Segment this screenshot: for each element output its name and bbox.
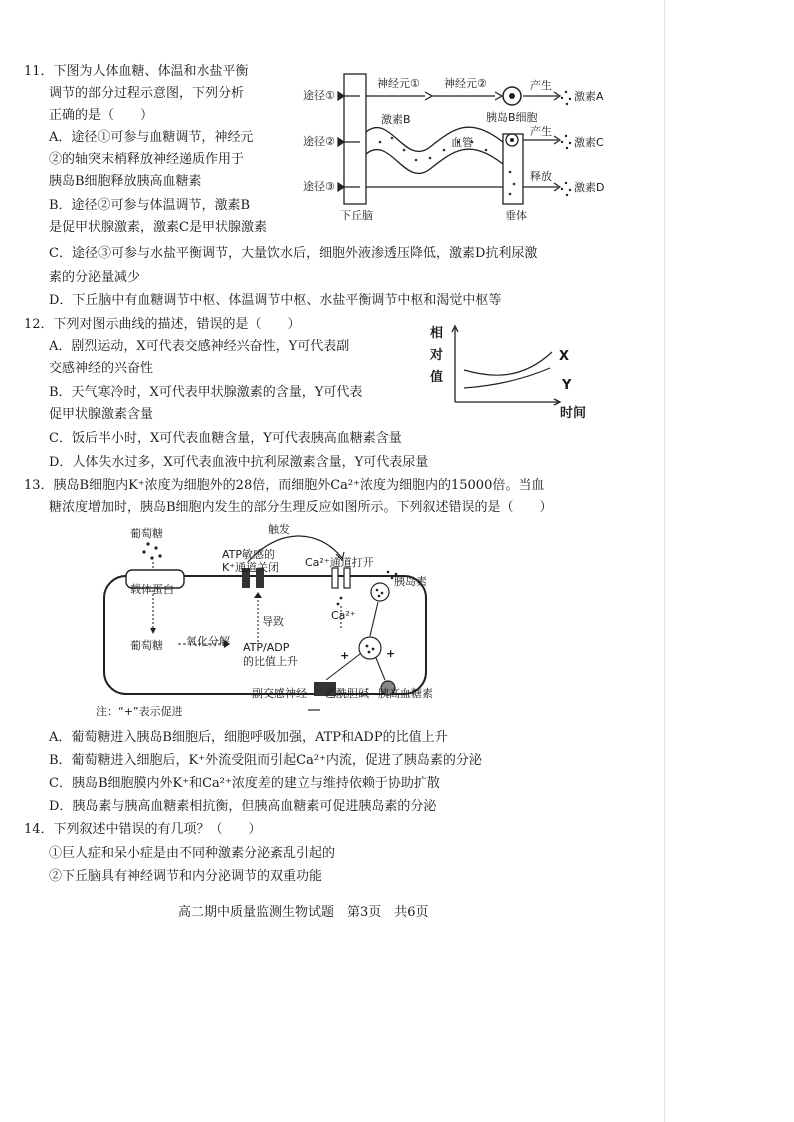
- label-insulin: 胰岛素: [394, 575, 427, 588]
- produce-arrow-a: [523, 92, 560, 100]
- label-ca-open: Ca²⁺通道打开: [305, 556, 374, 569]
- label-atp-ratio-2: 的比值上升: [243, 655, 298, 668]
- q12-stem: 12．下列对图示曲线的描述，错误的是（ ）: [24, 317, 301, 332]
- label-hormone-d: 激素D: [574, 181, 605, 194]
- q14-item-2: ②下丘脑具有神经调节和内分泌调节的双重功能: [49, 869, 323, 884]
- q13-option-c: C．胰岛B细胞膜内外K⁺和Ca²⁺浓度差的建立与维持依赖于协助扩散: [49, 776, 440, 791]
- label-hormone-a: 激素A: [574, 90, 604, 103]
- label-islet-b-cell: 胰岛B细胞: [486, 111, 538, 124]
- q13-diagram-note: 注：“+”表示促进: [96, 705, 183, 718]
- blood-vessel-upper: [366, 127, 503, 151]
- q12-ylabel-1: 相: [430, 326, 444, 341]
- q12-option-b-line2: 促甲状腺激素含量: [49, 407, 154, 422]
- label-plus-1: +: [340, 649, 350, 662]
- label-path-1: 途径①: [303, 89, 335, 102]
- hypothalamus-box: [344, 74, 366, 204]
- q12-ylabel-2: 对: [430, 348, 444, 363]
- q14-stem: 14．下列叙述中错误的有几项？（ ）: [24, 822, 262, 837]
- q11-option-b-line1: B．途径②可参与体温调节，激素B: [49, 198, 251, 213]
- label-glucagon: 胰高血糖素: [378, 687, 433, 700]
- pituitary-box: [503, 134, 523, 204]
- q12-option-b-line1: B．天气寒冷时，X可代表甲状腺激素的含量，Y可代表: [49, 385, 363, 400]
- label-atp-channel-1: ATP敏感的: [222, 548, 276, 561]
- label-produce-2: 产生: [530, 125, 552, 138]
- q12-option-d: D．人体失水过多，X可代表血液中抗利尿激素含量，Y可代表尿量: [49, 455, 429, 470]
- q12-xlabel: 时间: [560, 406, 587, 421]
- scan-edge-line: [664, 0, 665, 1122]
- label-atp-channel-2: K⁺通道关闭: [222, 561, 280, 574]
- curve-y: [464, 368, 550, 388]
- label-lead-to: 导致: [262, 615, 284, 628]
- label-atp-ratio-1: ATP/ADP: [243, 641, 290, 654]
- q13-option-d: D．胰岛素与胰高血糖素相抗衡，但胰高血糖素可促进胰岛素的分泌: [49, 799, 437, 814]
- q13-stem-line1: 13．胰岛B细胞内K⁺浓度为细胞外的28倍，而细胞外Ca²⁺浓度为细胞内的15000倍。当血: [24, 478, 545, 493]
- label-oxidation: 氧化分解: [186, 635, 230, 648]
- label-path-2: 途径②: [303, 135, 335, 148]
- q11-stem-line2: 调节的部分过程示意图，下列分析: [49, 86, 245, 101]
- q11-stem-line1: 11．下图为人体血糖、体温和水盐平衡: [24, 64, 249, 79]
- q12-option-a-line1: A．剧烈运动，X可代表交感神经兴奋性，Y可代表副: [49, 339, 350, 354]
- q13-stem-line2: 糖浓度增加时，胰岛B细胞内发生的部分生理反应如图所示。下列叙述错误的是（ ）: [49, 500, 553, 515]
- q13-option-b: B．葡萄糖进入细胞后，K⁺外流受阻而引起Ca²⁺内流，促进了胰岛素的分泌: [49, 753, 482, 768]
- label-release: 释放: [530, 170, 552, 183]
- label-neuron-1: 神经元①: [377, 77, 420, 90]
- neuron-pathway-3: [366, 183, 560, 191]
- q11-option-a-line2: ②的轴突末梢释放神经递质作用于: [49, 152, 245, 167]
- label-neuron-2: 神经元②: [444, 77, 487, 90]
- q11-option-c-line2: 素的分泌量减少: [49, 270, 141, 285]
- q11-stem-line3: 正确的是（ ）: [49, 108, 154, 123]
- q12-option-c: C．饭后半小时，X可代表血糖含量，Y可代表胰高血糖素含量: [49, 431, 402, 446]
- page-footer: 高二期中质量监测生物试题 第3页 共6页: [178, 905, 429, 920]
- q12-graph: [452, 324, 562, 406]
- ca-channel-right: [344, 568, 350, 588]
- label-produce-1: 产生: [530, 79, 552, 92]
- label-glucose-out: 葡萄糖: [130, 527, 163, 540]
- q11-option-a-line3: 胰岛B细胞释放胰高血糖素: [49, 174, 202, 189]
- label-blood-vessel: 血管: [451, 136, 473, 149]
- label-carrier-protein: 载体蛋白: [130, 583, 174, 596]
- label-glucose-in: 葡萄糖: [130, 639, 163, 652]
- q11-option-b-line2: 是促甲状腺激素，激素C是甲状腺激素: [49, 220, 267, 235]
- q11-option-d: D．下丘脑中有血糖调节中枢、体温调节中枢、水盐平衡调节中枢和渴觉中枢等: [49, 293, 502, 308]
- ca-channel-left: [332, 568, 338, 588]
- q12-option-a-line2: 交感神经的兴奋性: [49, 361, 154, 376]
- neuron-pathway-1: [366, 92, 502, 100]
- label-hormone-b: 激素B: [381, 113, 411, 126]
- insulin-vesicle: [359, 637, 381, 659]
- label-parasympathetic: 副交感神经: [252, 687, 307, 700]
- q12-ylabel-3: 值: [430, 370, 444, 385]
- q13-option-a: A．葡萄糖进入胰岛B细胞后，细胞呼吸加强，ATP和ADP的比值上升: [49, 730, 448, 745]
- label-pituitary: 垂体: [505, 209, 527, 222]
- label-ca-ion: Ca²⁺: [331, 609, 356, 622]
- q11-diagram: [300, 72, 612, 232]
- label-plus-2: +: [386, 647, 396, 660]
- q12-series-y-label: Y: [562, 378, 572, 393]
- q12-series-x-label: X: [559, 349, 570, 364]
- q11-option-a-line1: A．途径①可参与血糖调节，神经元: [49, 130, 254, 145]
- blood-vessel-lower: [366, 149, 503, 173]
- label-hormone-c: 激素C: [574, 136, 604, 149]
- curve-x: [464, 352, 552, 375]
- label-hypothalamus: 下丘脑: [340, 209, 373, 222]
- label-trigger: 触发: [268, 523, 290, 536]
- q14-item-1: ①巨人症和呆小症是由不同种激素分泌紊乱引起的: [49, 846, 336, 861]
- q11-option-c-line1: C．途径③可参与水盐平衡调节，大量饮水后，细胞外液渗透压降低，激素D抗利尿激: [49, 246, 538, 261]
- label-acetylcholine: 乙酰胆碱: [325, 687, 369, 700]
- label-path-3: 途径③: [303, 180, 335, 193]
